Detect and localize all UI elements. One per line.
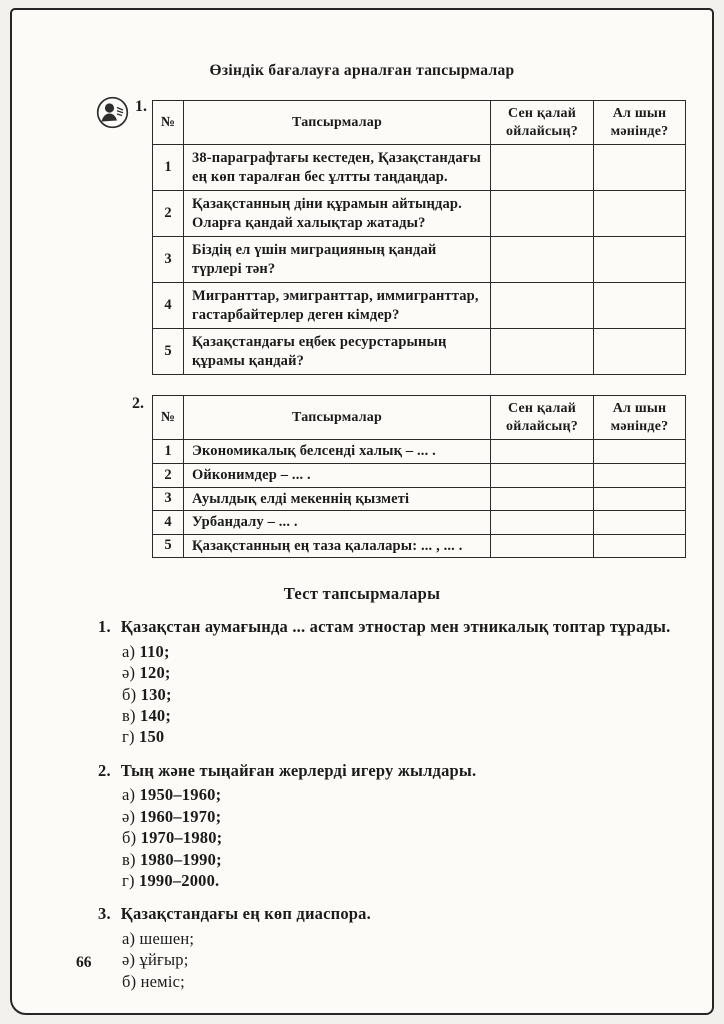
answer-cell-think (491, 237, 594, 283)
task-text: Біздің ел үшін миграцияның қандай түрлері тән? (184, 237, 491, 283)
table-1-side-label (96, 96, 147, 129)
col-header-think: Сен қалай ойлайсың? (491, 396, 594, 440)
answer-cell-think (491, 464, 594, 488)
answer-option: б) 1970–1980; (122, 828, 223, 848)
answer-option: а) 1950–1960; (122, 785, 222, 805)
table-number: 1. (135, 98, 147, 115)
col-header-num: № (153, 396, 184, 440)
answer-cell-reality (594, 487, 686, 511)
task-text: Қазақстанның ең таза қалалары: ... , ... . (184, 534, 491, 558)
question-number: 2. (98, 760, 111, 780)
answer-cell-reality (594, 329, 686, 375)
task-text: Мигранттар, эмигранттар, иммигранттар, гастарбайтерлер деген кімдер? (184, 283, 491, 329)
question-text: Қазақстан аумағында ... астам этностар мен этникалық топтар тұрады. (120, 617, 671, 637)
table-row (153, 440, 686, 464)
table-row (153, 237, 686, 283)
table-header-row (153, 101, 686, 145)
row-number: 4 (153, 283, 184, 329)
answer-cell-think (491, 487, 594, 511)
assessment-table-1 (152, 100, 686, 375)
answer-option: а) 110; (122, 641, 170, 661)
table-row (153, 191, 686, 237)
assessment-table-2 (152, 395, 686, 558)
answer-cell-reality (594, 511, 686, 535)
answer-cell-reality (594, 191, 686, 237)
question-number: 3. (98, 904, 111, 924)
col-header-reality: Ал шын мәнінде? (594, 396, 686, 440)
assessment-block-2 (12, 395, 686, 558)
row-number: 1 (153, 145, 184, 191)
answer-cell-think (491, 145, 594, 191)
test-question-3 (98, 903, 682, 992)
answer-option: ә) 120; (122, 663, 171, 683)
task-text: Қазақстандағы еңбек ресурстарының құрамы қандай? (184, 329, 491, 375)
question-text: Қазақстандағы ең көп диаспора. (120, 904, 371, 924)
test-question-2 (98, 760, 682, 892)
answer-option: а) шешен; (122, 928, 195, 948)
options-list (122, 784, 682, 891)
col-header-tasks: Тапсырмалар (184, 396, 491, 440)
options-list (122, 641, 682, 748)
options-list (122, 928, 682, 992)
row-number: 3 (153, 487, 184, 511)
answer-cell-reality (594, 464, 686, 488)
answer-cell-think (491, 329, 594, 375)
task-text: Урбандалу – ... . (184, 511, 491, 535)
answer-option: б) неміс; (122, 971, 185, 991)
row-number: 2 (153, 464, 184, 488)
col-header-num: № (153, 101, 184, 145)
row-number: 3 (153, 237, 184, 283)
row-number: 5 (153, 534, 184, 558)
table-row (153, 329, 686, 375)
answer-cell-think (491, 534, 594, 558)
table-row (153, 145, 686, 191)
answer-cell-think (491, 440, 594, 464)
task-text: Ойконимдер – ... . (184, 464, 491, 488)
table-row (153, 487, 686, 511)
col-header-think: Сен қалай ойлайсың? (491, 101, 594, 145)
answer-option: ә) 1960–1970; (122, 806, 222, 826)
col-header-tasks: Тапсырмалар (184, 101, 491, 145)
row-number: 4 (153, 511, 184, 535)
task-text: 38-параграфтағы кестеден, Қазақстандағы ең көп таралған бес ұлтты таңдаңдар. (184, 145, 491, 191)
answer-cell-reality (594, 440, 686, 464)
test-section-title: Тест тапсырмалары (283, 584, 441, 604)
col-header-reality: Ал шын мәнінде? (594, 101, 686, 145)
answer-cell-reality (594, 534, 686, 558)
table-row (153, 464, 686, 488)
answer-cell-think (491, 511, 594, 535)
answer-option: г) 1990–2000. (122, 871, 220, 891)
question-text: Тың және тыңайған жерлерді игеру жылдары. (120, 760, 477, 780)
table-number: 2. (132, 395, 144, 413)
task-text: Экономикалық белсенді халық – ... . (184, 440, 491, 464)
answer-option: б) 130; (122, 684, 172, 704)
table-row (153, 283, 686, 329)
answer-option: г) 150 (122, 727, 165, 747)
assessment-block-1 (12, 100, 686, 375)
row-number: 1 (153, 440, 184, 464)
page-title: Өзіндік бағалауға арналған тапсырмалар (209, 62, 515, 79)
table-header-row (153, 396, 686, 440)
question-number: 1. (98, 617, 111, 637)
page-frame (10, 8, 714, 1015)
answer-cell-reality (594, 283, 686, 329)
answer-option: в) 140; (122, 705, 172, 725)
page-number: 66 (76, 954, 92, 971)
row-number: 5 (153, 329, 184, 375)
table-row (153, 511, 686, 535)
answer-option: в) 1980–1990; (122, 849, 222, 869)
task-text: Қазақстанның діни құрамын айтыңдар. Оларға қандай халықтар жатады? (184, 191, 491, 237)
task-text: Ауылдық елді мекеннің қызметі (184, 487, 491, 511)
answer-cell-think (491, 283, 594, 329)
table-2-side-label (132, 393, 144, 413)
row-number: 2 (153, 191, 184, 237)
self-assessment-person-icon (96, 96, 129, 129)
table-row (153, 534, 686, 558)
answer-cell-reality (594, 145, 686, 191)
answer-cell-think (491, 191, 594, 237)
answer-option: ә) ұйғыр; (122, 950, 189, 970)
test-question-1 (98, 616, 682, 748)
answer-cell-reality (594, 237, 686, 283)
